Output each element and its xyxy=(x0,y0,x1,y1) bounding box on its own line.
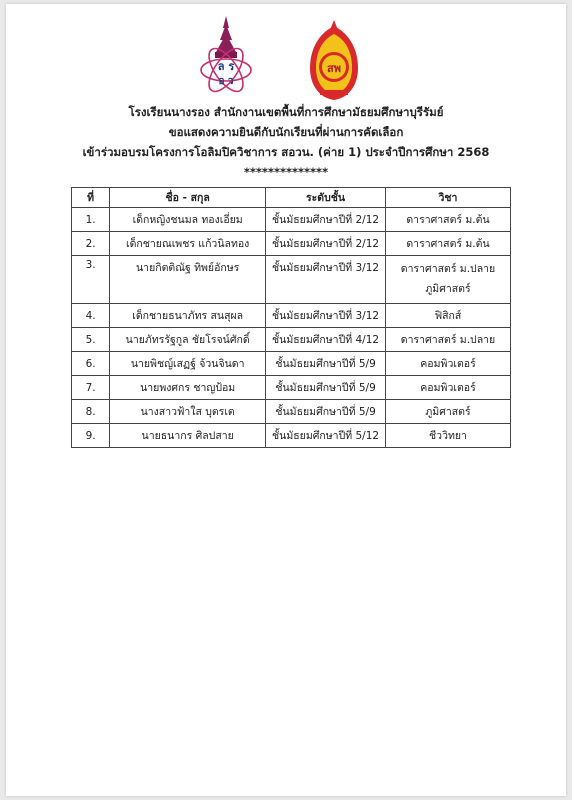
document-page xyxy=(6,4,566,796)
obec-emblem-icon xyxy=(308,20,360,102)
svg-text:ล ร: ล ร xyxy=(217,60,235,73)
table-row xyxy=(72,208,511,232)
table-row xyxy=(72,352,511,376)
cell-subject-line: ดาราศาสตร์ ม.ปลาย xyxy=(400,263,496,275)
table-row xyxy=(72,232,511,256)
cell-level: ชั้นมัธยมศึกษาปีที่ 5/9 xyxy=(266,400,386,424)
cell-no: 4. xyxy=(72,304,110,328)
column-header-level: ระดับชั้น xyxy=(266,188,386,208)
table-header-row xyxy=(72,188,511,208)
cell-subject: ฟิสิกส์ xyxy=(386,304,511,328)
logo-row xyxy=(6,14,566,102)
cell-no: 5. xyxy=(72,328,110,352)
congratulations-line: ขอแสดงความยินดีกับนักเรียนที่ผ่านการคัดเลือก xyxy=(168,125,404,139)
table-row xyxy=(72,424,511,448)
table-row xyxy=(72,256,511,304)
cell-level: ชั้นมัธยมศึกษาปีที่ 3/12 xyxy=(266,304,386,328)
school-emblem-icon xyxy=(198,14,254,98)
cell-name: นายกิตติณัฐ ทิพย์อักษร xyxy=(110,256,266,304)
school-name-line: โรงเรียนนางรอง สำนักงานเขตพื้นที่การศึกษามัธยมศึกษาบุรีรัมย์ xyxy=(128,105,444,119)
cell-no: 2. xyxy=(72,232,110,256)
cell-no: 3. xyxy=(72,256,110,304)
cell-level: ชั้นมัธยมศึกษาปีที่ 5/9 xyxy=(266,376,386,400)
cell-no: 7. xyxy=(72,376,110,400)
cell-name: นายภัทรรัฐกูล ชัยโรจน์ศักดิ์ xyxy=(110,328,266,352)
cell-level: ชั้นมัธยมศึกษาปีที่ 2/12 xyxy=(266,232,386,256)
cell-subject: คอมพิวเตอร์ xyxy=(386,376,511,400)
document-heading xyxy=(6,102,566,182)
cell-level: ชั้นมัธยมศึกษาปีที่ 2/12 xyxy=(266,208,386,232)
cell-name: เด็กชายธนาภัทร สนสุผล xyxy=(110,304,266,328)
svg-text:สพ: สพ xyxy=(327,62,341,75)
cell-name: นางสาวฟ้าใส บุตรเต xyxy=(110,400,266,424)
cell-level: ชั้นมัธยมศึกษาปีที่ 5/9 xyxy=(266,352,386,376)
star-divider: ************** xyxy=(243,165,329,179)
cell-name: นายพิชญ์เสฏฐ์ จ้วนจินดา xyxy=(110,352,266,376)
cell-subject: ดาราศาสตร์ ม.ปลาย xyxy=(386,328,511,352)
cell-no: 6. xyxy=(72,352,110,376)
column-header-subject: วิชา xyxy=(386,188,511,208)
cell-subject: ภูมิศาสตร์ xyxy=(386,400,511,424)
cell-name: เด็กชายณเพชร แก้วนิลทอง xyxy=(110,232,266,256)
student-table xyxy=(71,187,511,448)
cell-no: 1. xyxy=(72,208,110,232)
cell-subject-line: ภูมิศาสตร์ xyxy=(425,283,471,295)
cell-name: นายพงศกร ชาญป้อม xyxy=(110,376,266,400)
cell-level: ชั้นมัธยมศึกษาปีที่ 3/12 xyxy=(266,256,386,304)
cell-subject xyxy=(386,256,511,304)
cell-subject: ดาราศาสตร์ ม.ต้น xyxy=(386,232,511,256)
table-row xyxy=(72,304,511,328)
svg-text:อ ว: อ ว xyxy=(218,76,234,87)
cell-subject: ชีววิทยา xyxy=(386,424,511,448)
cell-level: ชั้นมัธยมศึกษาปีที่ 5/12 xyxy=(266,424,386,448)
cell-level: ชั้นมัธยมศึกษาปีที่ 4/12 xyxy=(266,328,386,352)
table-row xyxy=(72,400,511,424)
cell-name: นายธนากร ศิลปสาย xyxy=(110,424,266,448)
cell-subject: ดาราศาสตร์ ม.ต้น xyxy=(386,208,511,232)
column-header-no: ที่ xyxy=(72,188,110,208)
column-header-name: ชื่อ - สกุล xyxy=(110,188,266,208)
cell-no: 8. xyxy=(72,400,110,424)
table-row xyxy=(72,328,511,352)
cell-no: 9. xyxy=(72,424,110,448)
cell-name: เด็กหญิงชนมล ทองเอี่ยม xyxy=(110,208,266,232)
cell-subject: คอมพิวเตอร์ xyxy=(386,352,511,376)
program-line: เข้าร่วมอบรมโครงการโอลิมปิควิชาการ สอวน. (ค่าย 1) ประจำปีการศึกษา 2568 xyxy=(82,145,490,159)
table-row xyxy=(72,376,511,400)
